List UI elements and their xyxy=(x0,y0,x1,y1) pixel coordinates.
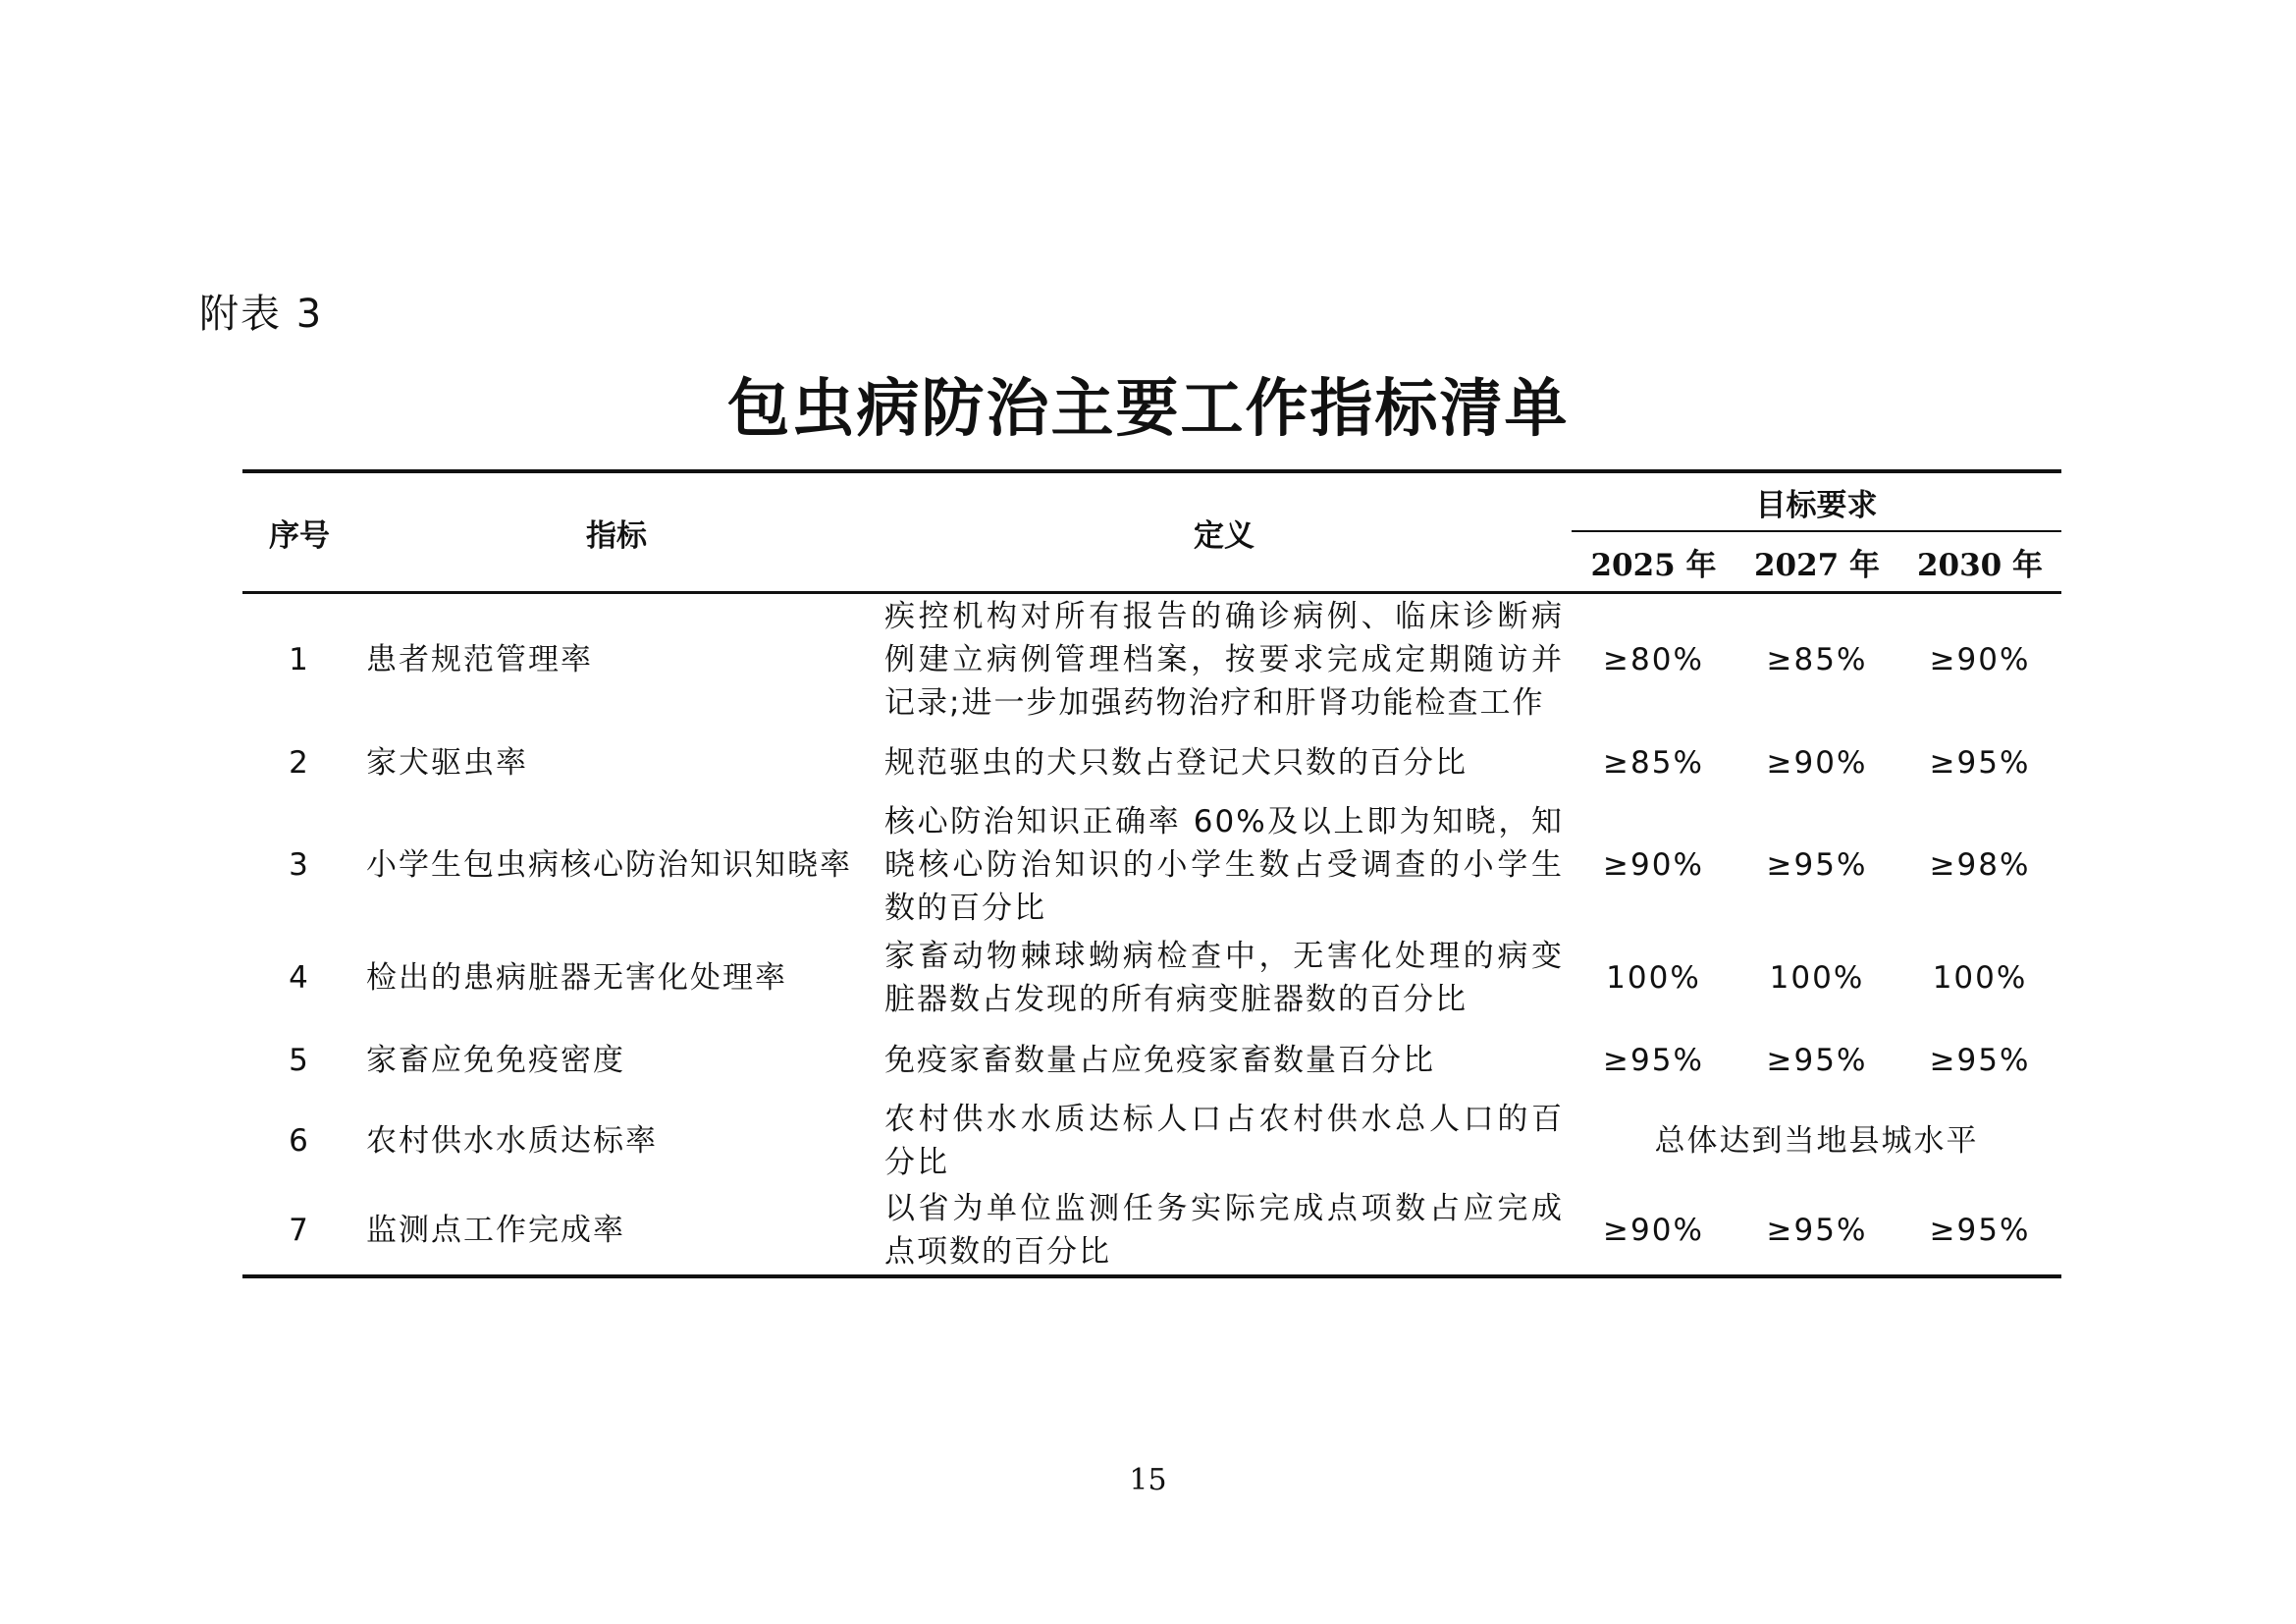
header-indicator: 指标 xyxy=(356,471,877,593)
row-target-2030: ≥95% xyxy=(1929,744,2031,781)
row-target-2030: ≥90% xyxy=(1929,642,2031,678)
row-target-2025: ≥95% xyxy=(1603,1042,1704,1078)
row-target-2030: 100% xyxy=(1932,959,2028,996)
row-target-2027: ≥85% xyxy=(1766,642,1868,678)
indicator-table xyxy=(242,469,2061,1278)
row-definition: 疾控机构对所有报告的确诊病例、临床诊断病例建立病例管理档案，按要求完成定期随访并记录;进一步加强药物治疗和肝肾功能检查工作 xyxy=(884,599,1564,722)
table-row xyxy=(242,1186,2061,1276)
row-definition: 以省为单位监测任务实际完成点项数占应完成点项数的百分比 xyxy=(884,1190,1564,1270)
row-target-2030: ≥98% xyxy=(1929,846,2031,883)
row-indicator: 农村供水水质达标率 xyxy=(366,1122,658,1159)
row-indicator: 家畜应免免疫密度 xyxy=(366,1042,625,1078)
row-indicator: 患者规范管理率 xyxy=(366,642,593,678)
row-target-2030: ≥95% xyxy=(1929,1042,2031,1078)
header-target-group: 目标要求 xyxy=(1572,471,2061,531)
row-seq: 4 xyxy=(289,959,310,996)
header-year-2027: 2027 年 xyxy=(1735,531,1898,593)
row-target-2027: ≥95% xyxy=(1766,846,1868,883)
row-target-2030: ≥95% xyxy=(1929,1212,2031,1248)
header-definition: 定义 xyxy=(877,471,1572,593)
row-seq: 3 xyxy=(289,846,310,883)
row-seq: 5 xyxy=(289,1042,310,1078)
table-row xyxy=(242,1025,2061,1096)
row-definition: 农村供水水质达标人口占农村供水总人口的百分比 xyxy=(884,1101,1564,1180)
table-row xyxy=(242,1096,2061,1186)
row-indicator: 家犬驱虫率 xyxy=(366,744,528,781)
table-row xyxy=(242,799,2061,931)
row-target-2027: ≥90% xyxy=(1766,744,1868,781)
table-row xyxy=(242,727,2061,799)
row-target-merged: 总体达到当地县城水平 xyxy=(1654,1122,1979,1159)
row-definition: 核心防治知识正确率 60%及以上即为知晓，知晓核心防治知识的小学生数占受调查的小学生数的百分比 xyxy=(884,803,1564,926)
row-indicator: 监测点工作完成率 xyxy=(366,1212,625,1248)
row-target-2027: 100% xyxy=(1769,959,1865,996)
page-title: 包虫病防治主要工作指标清单 xyxy=(726,372,1570,446)
table-row xyxy=(242,593,2061,727)
row-target-2027: ≥95% xyxy=(1766,1042,1868,1078)
header-year-2030: 2030 年 xyxy=(1898,531,2061,593)
row-target-2025: ≥90% xyxy=(1603,846,1704,883)
row-target-2027: ≥95% xyxy=(1766,1212,1868,1248)
header-year-2025: 2025 年 xyxy=(1572,531,1735,593)
annex-label: 附表 3 xyxy=(199,292,324,337)
row-seq: 2 xyxy=(289,744,310,781)
row-indicator: 检出的患病脏器无害化处理率 xyxy=(366,959,787,996)
row-seq: 1 xyxy=(289,642,310,678)
row-definition: 免疫家畜数量占应免疫家畜数量百分比 xyxy=(884,1042,1435,1078)
table-row xyxy=(242,931,2061,1025)
row-target-2025: 100% xyxy=(1606,959,1701,996)
page-number: 15 xyxy=(1129,1463,1167,1497)
header-seq: 序号 xyxy=(242,471,356,593)
table-header-row xyxy=(242,471,2061,531)
row-indicator: 小学生包虫病核心防治知识知晓率 xyxy=(366,846,852,883)
row-target-2025: ≥80% xyxy=(1603,642,1704,678)
row-target-2025: ≥90% xyxy=(1603,1212,1704,1248)
row-target-2025: ≥85% xyxy=(1603,744,1704,781)
row-definition: 家畜动物棘球蚴病检查中，无害化处理的病变脏器数占发现的所有病变脏器数的百分比 xyxy=(884,938,1564,1017)
row-definition: 规范驱虫的犬只数占登记犬只数的百分比 xyxy=(884,744,1468,781)
row-seq: 7 xyxy=(289,1212,310,1248)
row-seq: 6 xyxy=(289,1122,310,1159)
